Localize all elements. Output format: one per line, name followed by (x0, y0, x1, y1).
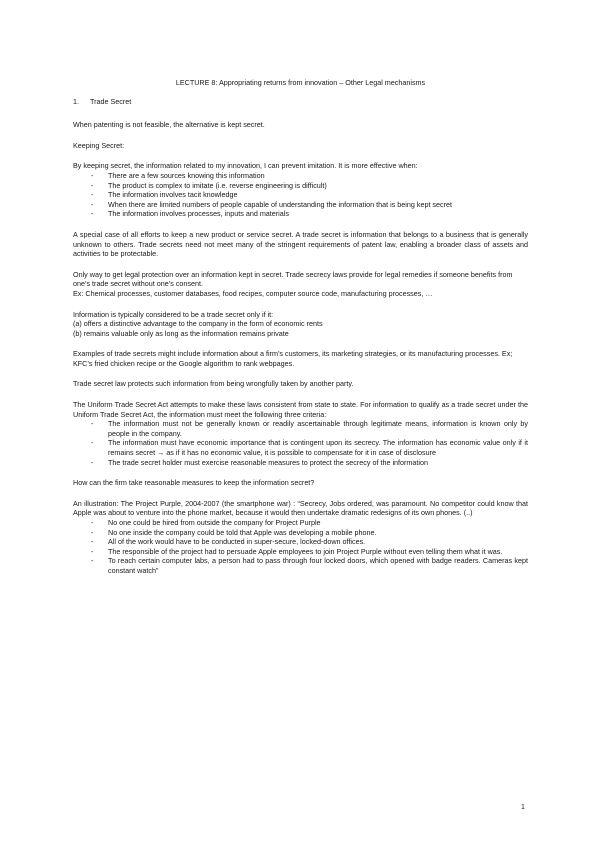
list-item: - When there are limited numbers of people capable of understanding the information that is being kept secret (73, 200, 528, 210)
list-item: - No one inside the company could be told that Apple was developing a mobile phone. (73, 528, 528, 538)
list-item: - No one could be hired from outside the company for Project Purple (73, 518, 528, 528)
list-item: - The information involves tacit knowledge (73, 190, 528, 200)
paragraph-only-way-line-1: Only way to get legal protection over an information kept in secret. Trade secrecy laws provide for legal remedies if someone benefits from one’s trade secret without one’s consent. (73, 269, 513, 289)
paragraph-examples: Examples of trade secrets might include information about a firm’s customers, its marketing strategies, or its manufacturing processes. Ex; KFC’s fried chicken recipe or the Google algorithm to rank webpages. (73, 349, 513, 368)
paragraph-law-protects: Trade secret law protects such information from being wrongfully taken by another party. (73, 379, 354, 389)
info-criteria-b: (b) remains valuable only as long as the information remains private (73, 328, 289, 338)
document-page (73, 78, 528, 587)
paragraph-uniform-act: The Uniform Trade Secret Act attempts to make these laws consistent from state to state. For information to qualify as a trade secret under the Uniform Trade Secret Act, the information must meet the following three criteria: (73, 400, 528, 419)
list-item: - The information involves processes, inputs and materials (73, 209, 528, 219)
list-item: - The information must not be generally known or readily ascertainable through legitimate means, information is known only by people in the company. (73, 419, 528, 438)
paragraph-special-case: A special case of all efforts to keep a new product or service secret. A trade secret is information that belongs to a business that is generally unknown to others. Trade secrets need not meet many of the stringent requirements of patent law, enabling a broader class of assets and activities to be protectable. (73, 229, 528, 259)
section-heading (73, 97, 528, 107)
section-number: 1. (73, 96, 79, 106)
list-item: - The trade secret holder must exercise reasonable measures to protect the secrecy of the information (73, 458, 528, 468)
list-item: - The responsible of the project had to persuade Apple employees to join Project Purple without even telling them what it was. (73, 547, 528, 557)
section-label: Trade Secret (90, 96, 132, 106)
illustration-list (73, 518, 528, 576)
paragraph-intro: When patenting is not feasible, the alternative is kept secret. (73, 120, 265, 130)
paragraph-only-way-line-2: Ex: Chemical processes, customer databases, food recipes, computer source code, manufacturing processes, … (73, 288, 433, 298)
list-item: - The product is complex to imitate (i.e. reverse engineering is difficult) (73, 181, 528, 191)
keeping-secret-text: By keeping secret, the information related to my innovation, I can prevent imitation. It is more effective when: (73, 161, 418, 171)
list-item: - The information must have economic importance that is contingent upon its secrecy. The information has economic value only if it remains secret → as if it has no economic value, it is possible to compensate for it in case of disclosure (73, 438, 528, 457)
list-item: - There are a few sources knowing this information (73, 171, 528, 181)
paragraph-only-way (73, 270, 528, 299)
paragraph-question: How can the firm take reasonable measures to keep the information secret? (73, 478, 315, 488)
info-criteria-a: (a) offers a distinctive advantage to the company in the form of economic rents (73, 319, 323, 329)
info-criteria-intro: Information is typically considered to be a trade secret only if it: (73, 309, 274, 319)
paragraph-info-criteria (73, 310, 528, 339)
list-item: - To reach certain computer labs, a person had to pass through four locked doors, which opened with badge readers. Cameras kept constant watch” (73, 556, 528, 575)
paragraph-illustration: An illustration: The Project Purple, 2004-2007 (the smartphone war) : “Secrecy, Jobs ordered, was paramount. No competitor could know that Apple was about to venture into the phone market, because it would then undertake dramatic redesigns of its own phones. (..) (73, 498, 528, 518)
keeping-secret-label: Keeping Secret: (73, 140, 125, 150)
uniform-criteria-list (73, 419, 528, 467)
list-item: - All of the work would have to be conducted in super-secure, locked-down offices. (73, 537, 528, 547)
lecture-title: LECTURE 8: Appropriating returns from innovation – Other Legal mechanisms (175, 78, 426, 87)
keeping-secret-list (73, 171, 528, 219)
page-number: 1 (521, 804, 525, 811)
